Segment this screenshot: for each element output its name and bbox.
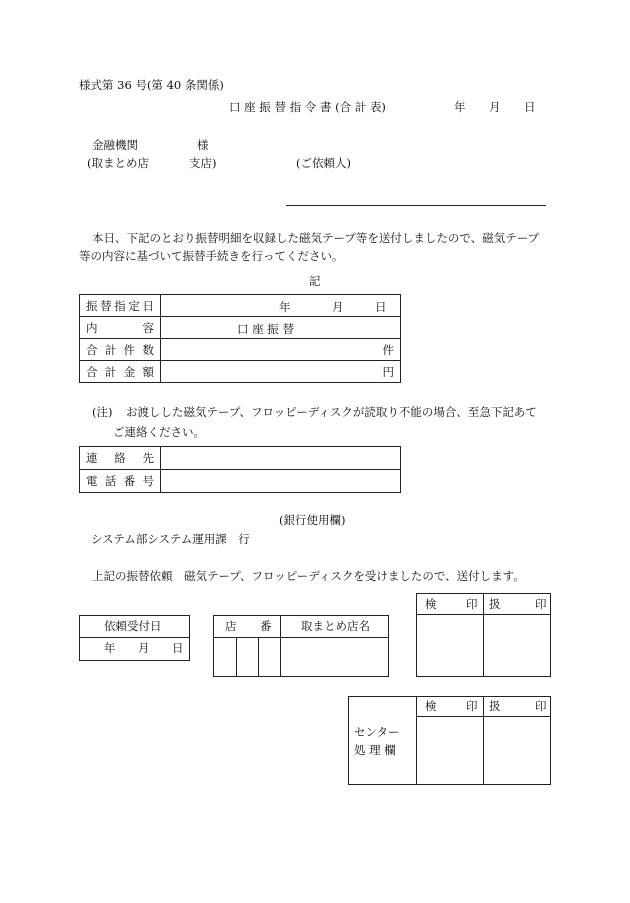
divider xyxy=(483,696,484,785)
center-inspect-seal: 検 xyxy=(425,699,437,713)
inspect-seal-label-2: 印 xyxy=(466,597,478,611)
designated-year: 年 xyxy=(279,299,291,314)
date-month: 月 xyxy=(489,100,501,114)
center-handle-seal: 扱 xyxy=(489,699,501,713)
bank-use-to: システム部システム運用課 行 xyxy=(91,532,250,546)
note-line-1: お渡しした磁気テープ、フロッピーディスクが読取り不能の場合、至急下記あて xyxy=(126,405,537,419)
total-amount-field[interactable] xyxy=(161,361,401,383)
total-count-field[interactable] xyxy=(161,339,401,361)
note-line-2: ご連絡ください。 xyxy=(113,425,205,439)
body-line-2: 等の内容に基づいて振替手続きを行ってください。 xyxy=(79,249,344,263)
table-row xyxy=(80,470,401,493)
content-value: 口 座 振 替 xyxy=(237,321,294,336)
contact-field[interactable] xyxy=(161,447,401,470)
signature-line xyxy=(286,205,546,206)
table-row xyxy=(80,295,401,317)
divider xyxy=(258,637,259,677)
designated-month: 月 xyxy=(332,299,344,314)
store-header: 店 xyxy=(225,619,237,633)
receipt-date-header: 依頼受付日 xyxy=(104,619,162,633)
honorific: 様 xyxy=(197,138,209,152)
designated-date-label: 振替指定日 xyxy=(80,295,161,317)
bank-statement: 上記の振替依頼 磁気テープ、フロッピーディスクを受けましたので、送付します。 xyxy=(92,569,525,583)
divider xyxy=(483,593,484,677)
total-amount-label: 合計金額 xyxy=(80,361,161,383)
ki-mark: 記 xyxy=(309,274,321,288)
bank-use-title: (銀行使用欄) xyxy=(279,513,346,527)
divider xyxy=(213,637,389,638)
divider xyxy=(236,637,237,677)
requester-label: (ご依頼人) xyxy=(296,156,351,170)
contact-table xyxy=(79,446,401,493)
bank-label: 金融機関 xyxy=(92,138,138,152)
center-label-2: 処 理 欄 xyxy=(354,743,396,757)
contact-label: 連絡先 xyxy=(80,447,161,470)
table-row xyxy=(80,317,401,339)
table-row xyxy=(80,447,401,470)
divider xyxy=(79,637,190,638)
table-row xyxy=(80,361,401,383)
amount-unit: 円 xyxy=(382,364,394,379)
divider xyxy=(280,615,281,677)
content-label: 内容 xyxy=(80,317,161,339)
form-number: 様式第 36 号(第 40 条関係) xyxy=(79,78,224,92)
designated-day: 日 xyxy=(375,299,387,314)
number-header: 番 xyxy=(260,619,272,633)
phone-label: 電話番号 xyxy=(80,470,161,493)
receipt-year: 年 xyxy=(104,641,116,655)
center-inspect-seal-2: 印 xyxy=(466,699,478,713)
center-label-1: センター xyxy=(354,725,400,739)
body-line-1: 本日、下記のとおり振替明細を収録した磁気テープ等を送付しましたので、磁気テープ xyxy=(92,231,540,245)
date-year: 年 xyxy=(454,100,466,114)
content-field[interactable] xyxy=(161,317,401,339)
designated-date-field[interactable] xyxy=(161,295,401,317)
handle-seal-label: 扱 xyxy=(489,597,501,611)
receipt-day: 日 xyxy=(172,641,184,655)
branch-open: (取まとめ店 xyxy=(87,156,149,170)
date-day: 日 xyxy=(524,100,536,114)
center-processing-box xyxy=(348,696,551,785)
document-title: 口 座 振 替 指 令 書 (合 計 表) xyxy=(229,100,386,114)
divider xyxy=(416,696,417,785)
phone-field[interactable] xyxy=(161,470,401,493)
inspect-seal-label: 検 xyxy=(425,597,437,611)
handle-seal-label-2: 印 xyxy=(535,597,547,611)
total-count-label: 合計件数 xyxy=(80,339,161,361)
note-mark: (注) xyxy=(92,405,113,419)
receipt-month: 月 xyxy=(138,641,150,655)
divider xyxy=(416,716,551,717)
branch-close: 支店) xyxy=(189,156,217,170)
count-unit: 件 xyxy=(382,342,394,357)
table-row xyxy=(80,339,401,361)
branch-name-header: 取まとめ店名 xyxy=(301,619,370,633)
center-handle-seal-2: 印 xyxy=(535,699,547,713)
summary-table xyxy=(79,294,401,383)
